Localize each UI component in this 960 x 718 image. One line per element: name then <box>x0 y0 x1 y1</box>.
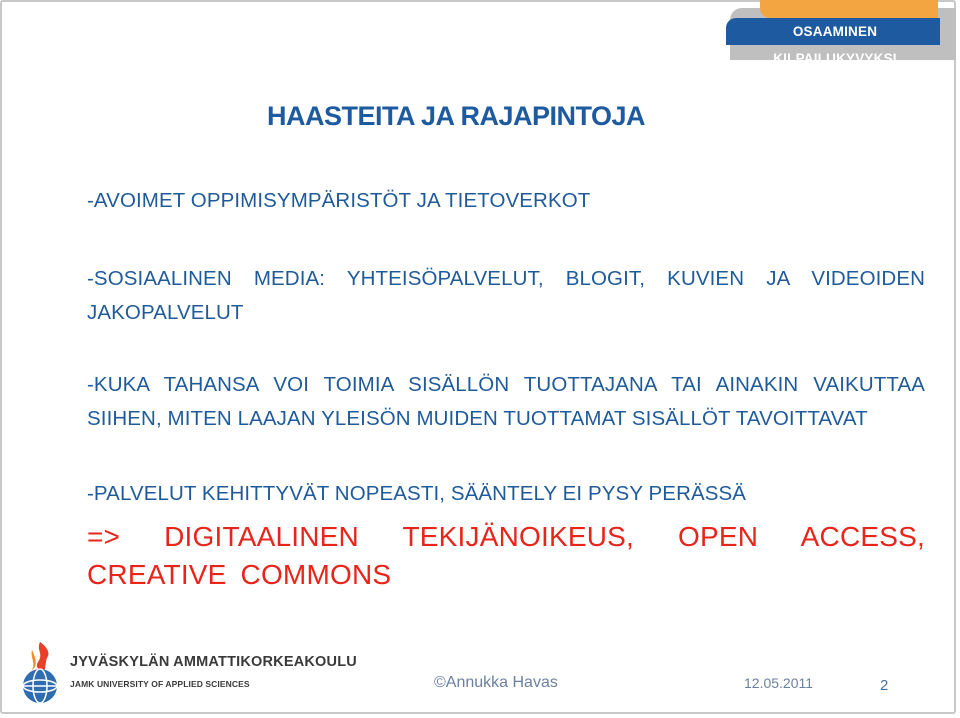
header-tab-accent <box>760 0 938 18</box>
slide-title: HAASTEITA JA RAJAPINTOJA <box>266 101 646 131</box>
logo-name: JYVÄSKYLÄN AMMATTIKORKEAKOULU <box>70 654 357 670</box>
bullet-item: -AVOIMET OPPIMISYMPÄRISTÖT JA TIETOVERKOT <box>87 189 591 212</box>
header-tab: OSAAMINEN KILPAILUKYVYKSI <box>726 18 940 45</box>
slide-date: 12.05.2011 <box>744 675 814 691</box>
copyright-text: ©Annukka Havas <box>434 674 558 691</box>
conclusion-text: => DIGITAALINEN TEKIJÄNOIKEUS, OPEN ACCESS, CREATIVE COMMONS <box>87 521 925 590</box>
bullet-item: -SOSIAALINEN MEDIA: YHTEISÖPALVELUT, BLOGIT, KUVIEN JA VIDEOIDEN JAKOPALVELUT <box>87 267 925 324</box>
flame-globe-icon <box>18 640 62 706</box>
logo-subtitle: JAMK UNIVERSITY OF APPLIED SCIENCES <box>70 679 250 689</box>
bullet-item: -KUKA TAHANSA VOI TOIMIA SISÄLLÖN TUOTTAJANA TAI AINAKIN VAIKUTTAA SIIHEN, MITEN LAAJAN YLEISÖN MUIDEN TUOTTAMAT SISÄLLÖT TAVOITTAVAT <box>87 373 925 430</box>
bullet-item: -PALVELUT KEHITTYVÄT NOPEASTI, SÄÄNTELY EI PYSY PERÄSSÄ <box>87 482 747 505</box>
page-number: 2 <box>880 677 889 694</box>
jamk-logo <box>18 640 357 706</box>
